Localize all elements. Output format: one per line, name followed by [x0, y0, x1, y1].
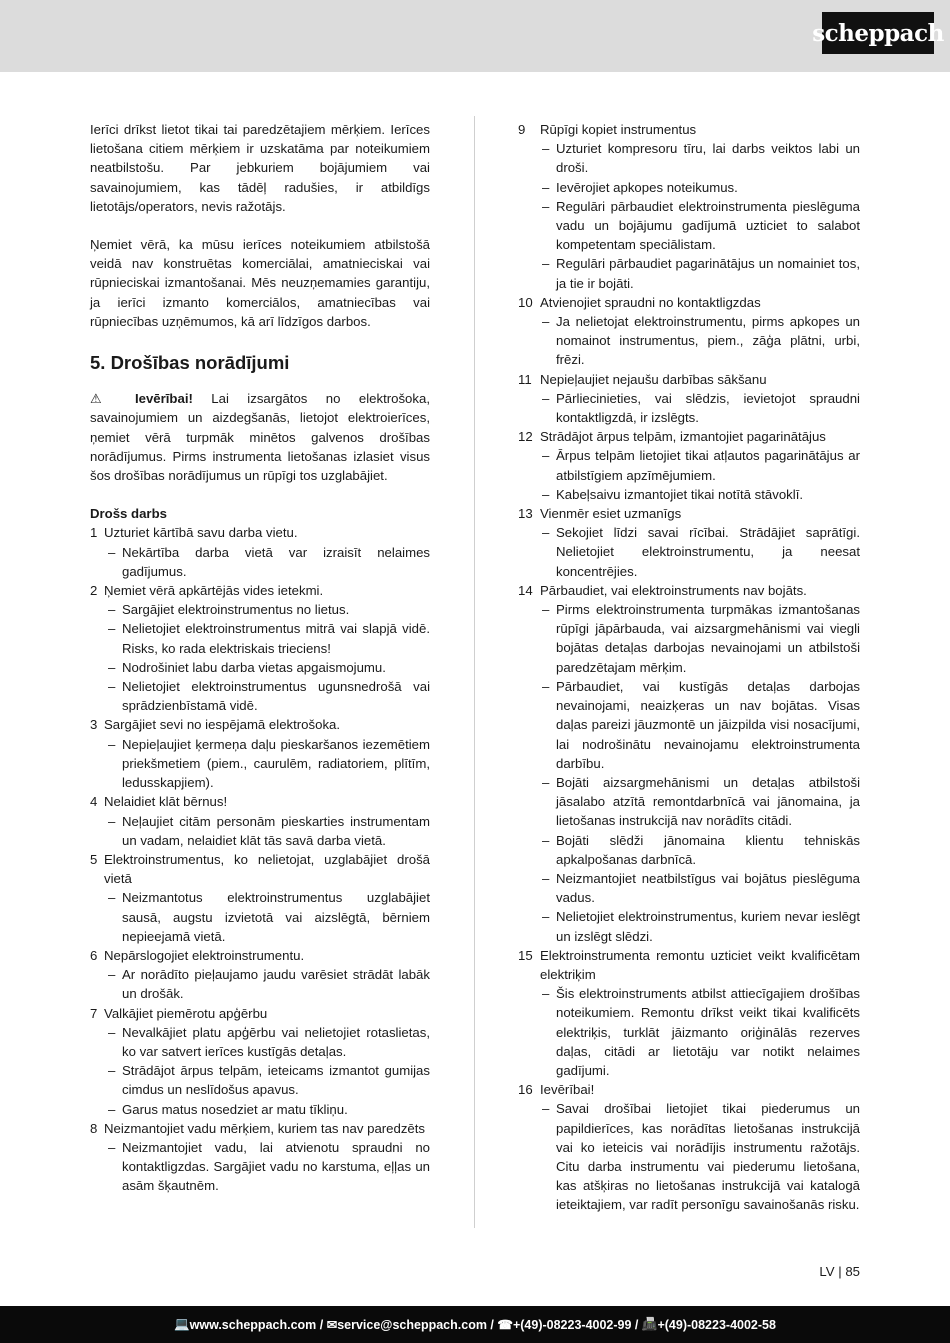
right-column: [518, 120, 860, 1215]
sub-item-text: Uzturiet kompresoru tīru, lai darbs veiktos labi un droši.: [556, 141, 860, 176]
warning-paragraph: [90, 389, 430, 485]
item-title: Nelaidiet klāt bērnus!: [104, 794, 228, 810]
item-number: 8: [90, 1120, 98, 1136]
dash-bullet: –: [108, 621, 116, 637]
sub-item: [108, 619, 430, 657]
intro-paragraph-1: Ierīci drīkst lietot tikai tai paredzētajiem mērķiem. Ierīces lietošana citiem mērķiem ir uzskatāma par noteikumiem neatbilstošu. Par jebkuriem bojājumiem vai savainojumiem, kas tādēļ radušies, ir atbildīgs lietotājs/operators, nevis ražotājs.: [90, 122, 430, 214]
sub-item-text: Ārpus telpām lietojiet tikai atļautos pagarinātājus ar atbilstīgiem apzīmējumiem.: [556, 448, 860, 483]
dash-bullet: –: [108, 544, 116, 560]
sub-item: [108, 1138, 430, 1196]
sub-item: [108, 543, 430, 581]
list-item: [90, 523, 430, 542]
mail-icon: ✉: [326, 1318, 338, 1332]
sub-item: [542, 1099, 860, 1214]
sub-item-text: Kabeļsaivu izmantojiet tikai notītā stāvoklī.: [556, 486, 804, 502]
dash-bullet: –: [542, 448, 550, 464]
list-item: [518, 1080, 860, 1099]
sub-item-text: Garus matus nosedziet ar matu tīkliņu.: [122, 1101, 348, 1117]
sub-item-text: Bojāti aizsargmehānismi un detaļas atbilstoši jāsalabo atzītā remontdarbnīcā vai jānomaina, ja lietošanas instrukcijā nav norādīts citādi.: [556, 774, 860, 829]
subheading: Drošs darbs: [90, 506, 167, 522]
dash-bullet: –: [108, 1101, 116, 1117]
sub-item: [108, 888, 430, 946]
dash-bullet: –: [542, 602, 550, 618]
sub-item-text: Sekojiet līdzi savai rīcībai. Strādājiet saprātīgi. Nelietojiet elektroinstrumentu, ja neesat koncentrējies.: [556, 525, 860, 579]
sub-item-text: Regulāri pārbaudiet elektroinstrumenta pieslēguma vadu un bojājumu gadījumā uzticiet to salabot kompetentam speciālistam.: [556, 198, 860, 253]
dash-bullet: –: [542, 1101, 550, 1117]
warning-icon: ⚠: [90, 391, 117, 407]
sub-item: [108, 735, 430, 793]
item-number: 4: [90, 794, 98, 810]
dash-bullet: –: [542, 179, 550, 195]
sub-item-text: Neļaujiet citām personām pieskarties instrumentam un vadam, nelaidiet klāt tās savā darba vietā.: [122, 813, 430, 848]
list-item: [518, 504, 860, 523]
sub-item: [542, 254, 860, 292]
item-number: 13: [518, 506, 533, 522]
dash-bullet: –: [108, 1024, 116, 1040]
sub-item-text: Nelietojiet elektroinstrumentus, kuriem nevar ieslēgt un izslēgt slēdzi.: [556, 909, 860, 944]
dash-bullet: –: [542, 774, 550, 790]
right-list: [518, 120, 860, 1215]
sub-item: [542, 984, 860, 1080]
item-title: Vienmēr esiet uzmanīgs: [540, 506, 682, 522]
footer-separator: /: [486, 1317, 498, 1332]
item-number: 15: [518, 947, 533, 963]
item-title: Valkājiet piemērotu apģērbu: [104, 1005, 268, 1021]
sub-item: [542, 907, 860, 945]
sub-item-text: Savai drošībai lietojiet tikai piederumus un papildierīces, kas norādītas lietošanas instrukcijā vai ko ieteicis vai norādījis instrumentu ražotājs. Citu darba instrumentu vai piederumu lietošana, kas atšķiras no lietošanas instrukcijā vai katalogā ieteiktajiem, var radīt personīgu savainošanās risku.: [556, 1101, 860, 1213]
item-number: 1: [90, 525, 98, 541]
list-item: [518, 120, 860, 139]
sub-item: [542, 600, 860, 677]
footer-email[interactable]: service@scheppach.com: [337, 1317, 487, 1332]
sub-item: [108, 658, 430, 677]
dash-bullet: –: [542, 141, 550, 157]
dash-bullet: –: [542, 909, 550, 925]
item-title: Elektroinstrumentus, ko nelietojat, uzglabājiet drošā vietā: [104, 851, 430, 887]
item-title: Nepieļaujiet nejaušu darbības sākšanu: [540, 371, 767, 387]
sub-item-text: Pirms elektroinstrumenta turpmākas izmantošanas rūpīgi jāpārbauda, vai aizsargmehānismi vai viegli bojātas detaļas darbojas nevainojami un atbilstoši paredzētajam mērķim.: [556, 602, 860, 675]
item-title: Neizmantojiet vadu mērķiem, kuriem tas nav paredzēts: [104, 1120, 426, 1136]
column-divider: [474, 116, 475, 1228]
list-item: [90, 850, 430, 888]
list-item: [90, 715, 430, 734]
sub-item-text: Sargājiet elektroinstrumentus no lietus.: [122, 602, 350, 618]
sub-item: [108, 1023, 430, 1061]
sub-item: [108, 1061, 430, 1099]
left-list: [90, 523, 430, 1195]
phone-icon: ☎: [497, 1318, 513, 1332]
item-title: Atvienojiet spraudni no kontaktligzdas: [540, 294, 761, 310]
page-number: LV | 85: [819, 1264, 860, 1279]
header-bar: [0, 0, 950, 72]
item-title: Ņemiet vērā apkārtējās vides ietekmi.: [104, 583, 324, 599]
sub-item-text: Neizmantojiet vadu, lai atvienotu spraudni no kontaktligzdas. Sargājiet vadu no karstuma, eļļas un asām šķautnēm.: [122, 1139, 430, 1194]
sub-item: [542, 523, 860, 581]
list-item: [90, 792, 430, 811]
sub-item-text: Pārbaudiet, vai kustīgās detaļas darbojas nevainojami, neaizķeras un nav bojātas. Visas daļas pareizi jāuzmontē un jāizpilda visi nosacījumi, lai nodrošinātu nevainojamu elektroinstrumenta darbību.: [556, 678, 860, 771]
list-item: [518, 581, 860, 600]
list-item: [90, 946, 430, 965]
item-number: 12: [518, 429, 533, 445]
sub-item: [108, 812, 430, 850]
sub-item-text: Nekārtība darba vietā var izraisīt nelaimes gadījumus.: [122, 544, 430, 579]
sub-item-text: Neizmantotus elektroinstrumentus uzglabājiet sausā, augstu izvietotā vai aizslēgtā, bērniem nepieejamā vietā.: [122, 890, 430, 944]
list-item: [90, 1119, 430, 1138]
dash-bullet: –: [108, 736, 116, 752]
sub-item-text: Strādājot ārpus telpām, ieteicams izmantot gumijas cimdus un neslīdošus apavus.: [122, 1063, 430, 1098]
dash-bullet: –: [542, 390, 550, 406]
dash-bullet: –: [542, 525, 550, 541]
sub-item: [108, 677, 430, 715]
dash-bullet: –: [542, 256, 550, 272]
item-number: 10: [518, 294, 533, 310]
sub-item-text: Ievērojiet apkopes noteikumus.: [556, 179, 738, 195]
sub-item-text: Pārliecinieties, vai slēdzis, ievietojot spraudni kontaktligzdā, ir izslēgts.: [556, 390, 860, 426]
sub-item-text: Ar norādīto pieļaujamo jaudu varēsiet strādāt labāk un drošāk.: [122, 967, 430, 1002]
sub-item: [542, 178, 860, 197]
brand-logo: scheppach: [822, 12, 934, 54]
dash-bullet: –: [108, 1139, 116, 1155]
sub-item-text: Bojāti slēdži jānomaina klientu tehniskās apkalpošanas darbnīcā.: [556, 832, 860, 867]
footer-bar: [0, 1306, 950, 1343]
footer-fax: +(49)-08223-4002-58: [657, 1317, 776, 1332]
sub-item-text: Regulāri pārbaudiet pagarinātājus un nomainiet tos, ja tie ir bojāti.: [556, 256, 860, 291]
item-number: 6: [90, 947, 98, 963]
list-item: [90, 1004, 430, 1023]
dash-bullet: –: [108, 890, 116, 906]
item-number: 14: [518, 582, 533, 598]
dash-bullet: –: [542, 314, 550, 330]
footer-website[interactable]: www.scheppach.com: [189, 1317, 317, 1332]
dash-bullet: –: [108, 813, 116, 829]
item-title: Rūpīgi kopiet instrumentus: [540, 122, 697, 137]
sub-item: [542, 773, 860, 831]
sub-item: [108, 600, 430, 619]
item-title: Pārbaudiet, vai elektroinstruments nav bojāts.: [540, 582, 807, 598]
sub-item: [542, 869, 860, 907]
warning-label: Ievērībai!: [134, 391, 193, 407]
dash-bullet: –: [108, 1063, 116, 1079]
sub-item-text: Nelietojiet elektroinstrumentus mitrā vai slapjā vidē. Risks, ko rada elektriskais trieciens!: [122, 621, 430, 656]
footer-phone: +(49)-08223-4002-99: [512, 1317, 632, 1332]
item-title: Elektroinstrumenta remontu uzticiet veikt kvalificētam elektriķim: [540, 947, 860, 982]
item-title: Strādājot ārpus telpām, izmantojiet pagarinātājus: [540, 429, 826, 445]
item-number: 16: [518, 1082, 533, 1098]
item-title: Nepārslogojiet elektroinstrumentu.: [104, 947, 305, 963]
sub-item-text: Ja nelietojat elektroinstrumentu, pirms apkopes un nomainot instrumentus, piem., zāģa plātni, urbi, frēzi.: [556, 314, 860, 368]
item-title: Uzturiet kārtībā savu darba vietu.: [104, 525, 298, 541]
footer-separator: /: [631, 1317, 642, 1332]
dash-bullet: –: [542, 986, 550, 1002]
list-item: [518, 427, 860, 446]
item-number: 5: [90, 851, 98, 867]
item-number: 9: [518, 122, 526, 137]
sub-item: [542, 831, 860, 869]
sub-item: [542, 197, 860, 255]
item-number: 11: [518, 371, 532, 387]
sub-item-text: Nepieļaujiet ķermeņa daļu pieskaršanos iezemētiem priekšmetiem (piem., caurulēm, radiatoriem, plītīm, ledusskapjiem).: [122, 736, 430, 791]
sub-item: [108, 1100, 430, 1119]
dash-bullet: –: [542, 198, 550, 214]
item-title: Ievērībai!: [540, 1082, 595, 1098]
computer-icon: 💻: [174, 1317, 190, 1331]
item-number: 3: [90, 717, 98, 733]
list-item: [518, 293, 860, 312]
dash-bullet: –: [542, 678, 550, 694]
intro-paragraph-2: Ņemiet vērā, ka mūsu ierīces noteikumiem atbilstošā veidā nav konstruētas komerciālai, amatnieciskai vai rūpnieciskai izmantošanai. Mēs neuzņemamies garantiju, ja ierīci izmanto komerciālos, amatniecības vai rūpniecības uzņēmumos, kā arī līdzīgos darbos.: [90, 237, 430, 329]
section-title: 5. Drošības norādījumi: [90, 352, 290, 374]
dash-bullet: –: [542, 486, 550, 502]
sub-item-text: Nodrošiniet labu darba vietas apgaismojumu.: [122, 659, 386, 675]
sub-item: [542, 312, 860, 370]
fax-icon: 📠: [641, 1317, 658, 1331]
sub-item: [542, 389, 860, 427]
list-item: [518, 370, 860, 389]
warning-text: Lai izsargātos no elektrošoka, savainojumiem un aizdegšanās, lietojot elektroierīces, ņemiet vērā turpmāk minētos galvenos drošības norādījumus. Pirms instrumenta lietošanas izlasiet visus šos drošības norādījumus un rūpīgi tos uzglabājiet.: [90, 391, 430, 484]
list-item: [518, 946, 860, 984]
item-number: 2: [90, 583, 98, 599]
sub-item: [542, 139, 860, 177]
sub-item: [542, 485, 860, 504]
dash-bullet: –: [542, 832, 550, 848]
dash-bullet: –: [108, 659, 116, 675]
item-title: Sargājiet sevi no iespējamā elektrošoka.: [104, 717, 341, 733]
dash-bullet: –: [108, 679, 116, 695]
left-column: [90, 120, 430, 1196]
list-item: [90, 581, 430, 600]
sub-item-text: Nevalkājiet platu apģērbu vai nelietojiet rotaslietas, ko var satvert ierīces kustīgās detaļas.: [122, 1024, 430, 1059]
sub-item: [542, 677, 860, 773]
sub-item: [108, 965, 430, 1003]
dash-bullet: –: [108, 967, 116, 983]
footer-separator: /: [316, 1317, 327, 1332]
sub-item-text: Nelietojiet elektroinstrumentus ugunsnedrošā vai sprādzienbīstamā vidē.: [122, 679, 430, 714]
sub-item-text: Neizmantojiet neatbilstīgus vai bojātus pieslēguma vadus.: [556, 870, 860, 906]
dash-bullet: –: [108, 602, 116, 618]
item-number: 7: [90, 1005, 98, 1021]
dash-bullet: –: [542, 870, 550, 886]
sub-item-text: Šis elektroinstruments atbilst attiecīgajiem drošības noteikumiem. Remontu drīkst veikt tikai kvalificēts elektriķis, turklāt jāizmanto oriģinālās rezerves daļas, citādi ar lietotāju var notikt nelaimes gadījumi.: [556, 986, 860, 1078]
sub-item: [542, 446, 860, 484]
